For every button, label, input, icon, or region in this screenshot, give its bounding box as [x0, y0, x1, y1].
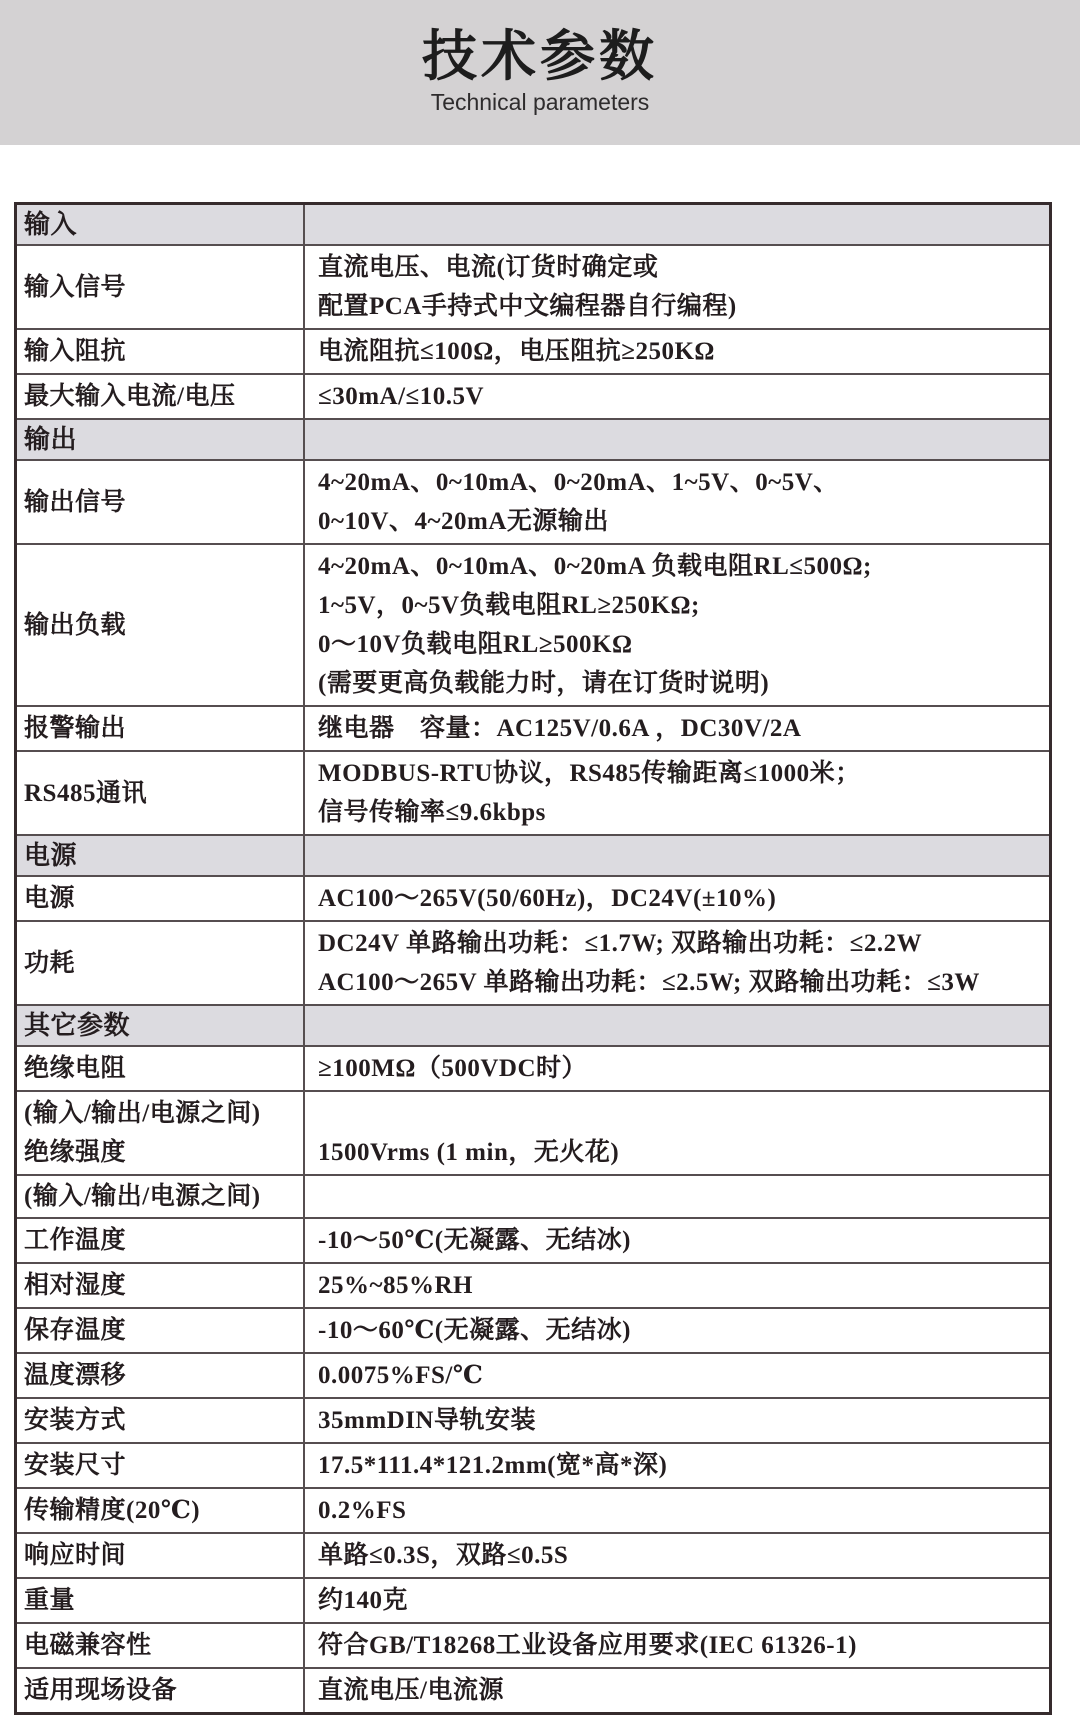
param-name-line: 安装尺寸: [24, 1452, 127, 1479]
spec-row: [17, 1309, 1049, 1354]
param-name-cell: [17, 752, 305, 834]
param-name-cell: [17, 1669, 305, 1712]
param-value-cell: [305, 246, 1049, 328]
spec-row: [17, 752, 1049, 836]
spec-row: [17, 707, 1049, 752]
spec-row: [17, 1354, 1049, 1399]
spec-row: [17, 1047, 1049, 1092]
param-value-line: 0.2%FS: [318, 1497, 407, 1524]
param-name-line: (输入/输出/电源之间): [24, 1100, 261, 1127]
spec-row: [17, 375, 1049, 420]
param-name-cell: [17, 1579, 305, 1622]
param-name-line: 保存温度: [24, 1317, 127, 1344]
param-name-line: 重量: [24, 1587, 76, 1614]
param-name-line: 适用现场设备: [24, 1677, 178, 1704]
param-name-cell: [17, 420, 305, 459]
param-value-cell: [305, 1176, 1049, 1217]
param-value-cell: [305, 1624, 1049, 1667]
param-name-cell: [17, 1047, 305, 1090]
param-name-line: 电源: [24, 885, 76, 912]
param-value-line: AC100～265V 单路输出功耗：≤2.5W; 双路输出功耗：≤3W: [318, 969, 980, 996]
param-value-line: 25%~85%RH: [318, 1272, 474, 1299]
param-value-line: 35mmDIN导轨安装: [318, 1407, 536, 1434]
spec-row: [17, 1092, 1049, 1176]
param-value-cell: [305, 707, 1049, 750]
param-value-cell: [305, 1092, 1049, 1174]
param-value-cell: [305, 1354, 1049, 1397]
param-name-cell: [17, 1354, 305, 1397]
param-name-cell: [17, 461, 305, 543]
param-name-line: 温度漂移: [24, 1362, 127, 1389]
param-value-line: 符合GB/T18268工业设备应用要求(IEC 61326-1): [318, 1632, 857, 1659]
param-name-line: 绝缘强度: [24, 1139, 127, 1166]
param-name-cell: [17, 1399, 305, 1442]
param-value-cell: [305, 1579, 1049, 1622]
param-value-line: 1500Vrms (1 min，无火花): [318, 1139, 620, 1166]
param-value-line: MODBUS-RTU协议，RS485传输距离≤1000米；: [318, 760, 861, 787]
param-name-cell: [17, 1006, 305, 1045]
param-value-line: 17.5*111.4*121.2mm(宽*高*深): [318, 1452, 668, 1479]
section-row: [17, 205, 1049, 246]
spec-row: [17, 545, 1049, 707]
param-value-line: 约140克: [318, 1587, 409, 1614]
param-value-line: 直流电压/电流源: [318, 1677, 504, 1704]
param-value-line: -10～50℃(无凝露、无结冰): [318, 1227, 631, 1254]
param-value-line: 1~5V，0~5V负载电阻RL≥250KΩ;: [318, 592, 700, 619]
param-value-cell: [305, 330, 1049, 373]
spec-row: [17, 1444, 1049, 1489]
param-name-line: 最大输入电流/电压: [24, 383, 236, 410]
param-value-line: DC24V 单路输出功耗：≤1.7W; 双路输出功耗：≤2.2W: [318, 930, 923, 957]
param-name-cell: [17, 1219, 305, 1262]
param-value-line: 0～10V负载电阻RL≥500KΩ: [318, 631, 633, 658]
param-value-cell: [305, 420, 1049, 459]
section-row: [17, 1006, 1049, 1047]
param-name-line: 输出信号: [24, 488, 127, 516]
param-value-line: 电流阻抗≤100Ω，电压阻抗≥250KΩ: [318, 338, 715, 365]
param-value-cell: [305, 752, 1049, 834]
param-name-cell: [17, 205, 305, 244]
param-value-cell: [305, 205, 1049, 244]
param-value-line: ≤30mA/≤10.5V: [318, 383, 485, 410]
param-name-cell: [17, 1444, 305, 1487]
param-name-line: 输入阻抗: [24, 338, 127, 365]
param-name-cell: [17, 877, 305, 920]
page-subtitle: Technical parameters: [430, 88, 650, 115]
param-name-line: 电源: [24, 841, 78, 870]
spec-row: [17, 1399, 1049, 1444]
param-value-cell: [305, 1534, 1049, 1577]
param-name-line: 相对湿度: [24, 1272, 127, 1299]
param-name-cell: [17, 545, 305, 705]
param-value-cell: [305, 1669, 1049, 1712]
param-name-line: 绝缘电阻: [24, 1055, 127, 1082]
param-name-cell: [17, 375, 305, 418]
param-name-cell: [17, 1176, 305, 1217]
param-name-cell: [17, 1534, 305, 1577]
param-name-line: 报警输出: [24, 715, 127, 742]
section-row: [17, 420, 1049, 461]
param-value-line: 信号传输率≤9.6kbps: [318, 799, 546, 826]
section-row: [17, 836, 1049, 877]
param-value-cell: [305, 1264, 1049, 1307]
param-value-line: 0~10V、4~20mA无源输出: [318, 508, 609, 535]
param-value-cell: [305, 1006, 1049, 1045]
param-value-line: 单路≤0.3S，双路≤0.5S: [318, 1542, 569, 1569]
spec-row: [17, 1176, 1049, 1219]
param-value-cell: [305, 1489, 1049, 1532]
param-name-line: (输入/输出/电源之间): [24, 1183, 261, 1210]
param-value-line: 配置PCA手持式中文编程器自行编程): [318, 293, 737, 320]
param-name-line: 传输精度(20℃): [24, 1497, 201, 1524]
param-value-line: 直流电压、电流(订货时确定或: [318, 254, 659, 281]
spec-row: [17, 1489, 1049, 1534]
spec-row: [17, 330, 1049, 375]
param-value-cell: [305, 877, 1049, 920]
param-value-cell: [305, 1399, 1049, 1442]
param-name-line: 安装方式: [24, 1407, 127, 1434]
param-value-cell: [305, 1444, 1049, 1487]
param-value-cell: [305, 922, 1049, 1004]
param-name-cell: [17, 330, 305, 373]
param-value-cell: [305, 1309, 1049, 1352]
spec-table: [14, 202, 1052, 1715]
param-value-line: 0.0075%FS/℃: [318, 1362, 484, 1389]
param-name-cell: [17, 707, 305, 750]
param-value-line: (需要更高负载能力时，请在订货时说明): [318, 670, 770, 697]
param-value-line: 继电器 容量：AC125V/0.6A ，DC30V/2A: [318, 715, 802, 742]
param-name-line: 输出: [24, 425, 78, 454]
title-banner: [0, 0, 1080, 145]
param-value-line: 4~20mA、0~10mA、0~20mA、1~5V、0~5V、: [318, 469, 839, 496]
spec-row: [17, 1219, 1049, 1264]
spec-row: [17, 1624, 1049, 1669]
param-value-cell: [305, 1219, 1049, 1262]
param-value-cell: [305, 1047, 1049, 1090]
param-name-line: 电磁兼容性: [24, 1632, 152, 1659]
param-name-line: RS485通讯: [24, 779, 147, 807]
param-name-line: 输出负载: [24, 611, 127, 639]
param-name-cell: [17, 246, 305, 328]
spec-row: [17, 1534, 1049, 1579]
spec-row: [17, 1264, 1049, 1309]
param-name-cell: [17, 1264, 305, 1307]
param-name-cell: [17, 836, 305, 875]
spec-row: [17, 922, 1049, 1006]
spec-row: [17, 877, 1049, 922]
param-value-line: ≥100MΩ（500VDC时）: [318, 1055, 587, 1082]
param-name-line: 工作温度: [24, 1227, 127, 1254]
page-title: 技术参数: [421, 25, 658, 87]
param-name-cell: [17, 1092, 305, 1174]
param-value-cell: [305, 375, 1049, 418]
param-name-line: 输入: [24, 210, 78, 239]
param-name-cell: [17, 1489, 305, 1532]
param-name-line: 其它参数: [24, 1011, 131, 1040]
param-name-cell: [17, 922, 305, 1004]
param-value-line: 4~20mA、0~10mA、0~20mA 负载电阻RL≤500Ω;: [318, 553, 872, 580]
spec-row: [17, 1579, 1049, 1624]
param-name-line: 功耗: [24, 949, 76, 977]
param-value-line: -10～60℃(无凝露、无结冰): [318, 1317, 631, 1344]
spec-row: [17, 461, 1049, 545]
param-name-line: 输入信号: [24, 273, 127, 301]
param-name-cell: [17, 1624, 305, 1667]
spec-row: [17, 1669, 1049, 1712]
param-value-cell: [305, 545, 1049, 705]
param-value-cell: [305, 836, 1049, 875]
param-name-cell: [17, 1309, 305, 1352]
param-value-line: AC100～265V(50/60Hz)，DC24V(±10%): [318, 885, 777, 912]
param-value-cell: [305, 461, 1049, 543]
spec-row: [17, 246, 1049, 330]
param-name-line: 响应时间: [24, 1542, 127, 1569]
